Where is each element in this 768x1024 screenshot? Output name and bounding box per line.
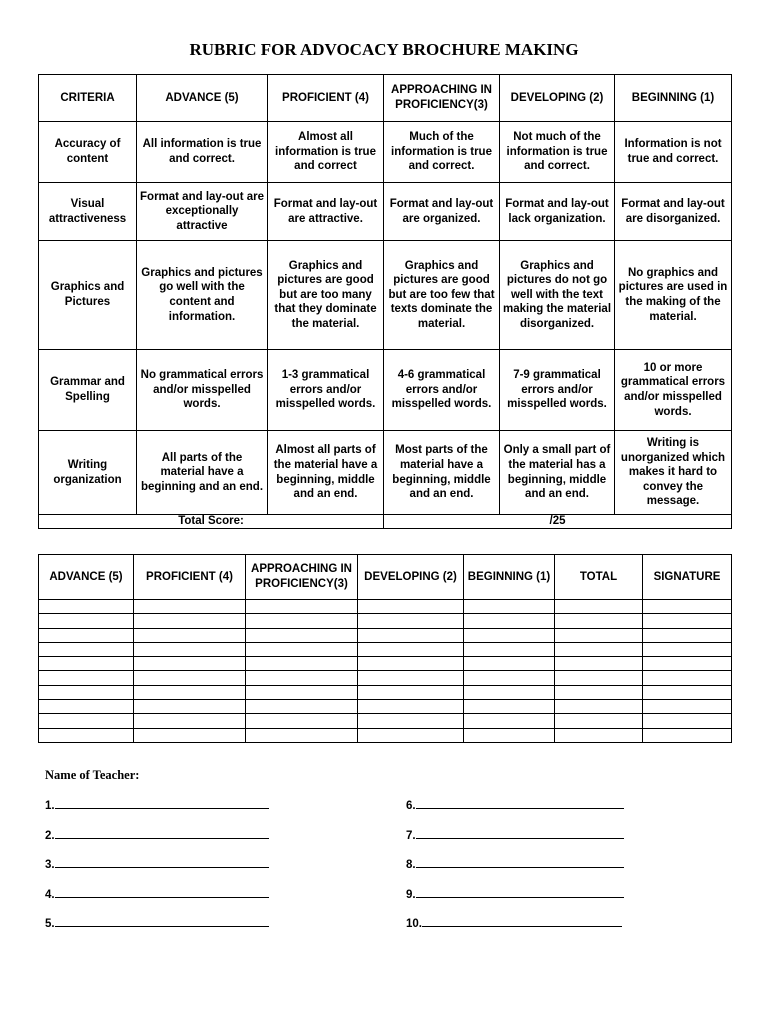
score-entry-cell[interactable] — [134, 600, 246, 614]
header-criteria: CRITERIA — [39, 75, 137, 122]
score-cell: Almost all information is true and correct — [268, 122, 384, 183]
score-entry-cell[interactable] — [39, 714, 134, 728]
signature-blank-line[interactable] — [55, 916, 269, 927]
score-cell: No graphics and pictures are used in the making of the material. — [615, 241, 732, 350]
score-cell: Almost all parts of the material have a beginning, middle and an end. — [268, 431, 384, 515]
score-entry-cell[interactable] — [39, 600, 134, 614]
teacher-name-line[interactable] — [45, 916, 269, 930]
score-entry-cell[interactable] — [246, 685, 358, 699]
sheet-header-advance: ADVANCE (5) — [39, 555, 134, 600]
teacher-name-line[interactable] — [406, 798, 624, 812]
score-entry-cell[interactable] — [134, 628, 246, 642]
criteria-cell: Writing organization — [39, 431, 137, 515]
teacher-line-number: 9. — [406, 888, 416, 901]
signature-blank-line[interactable] — [55, 798, 269, 809]
score-entry-cell[interactable] — [464, 642, 555, 656]
score-sheet-row — [39, 600, 732, 614]
rubric-row-writing — [39, 431, 732, 515]
score-entry-cell[interactable] — [555, 700, 643, 714]
score-entry-cell[interactable] — [358, 614, 464, 628]
score-entry-cell[interactable] — [555, 714, 643, 728]
score-entry-cell[interactable] — [464, 714, 555, 728]
score-entry-cell[interactable] — [246, 671, 358, 685]
score-entry-cell[interactable] — [39, 685, 134, 699]
score-entry-cell[interactable] — [464, 700, 555, 714]
score-entry-cell[interactable] — [134, 685, 246, 699]
teacher-name-line[interactable] — [406, 916, 622, 930]
score-entry-cell[interactable] — [643, 642, 732, 656]
score-entry-cell[interactable] — [246, 628, 358, 642]
score-entry-cell[interactable] — [464, 600, 555, 614]
score-cell: 4-6 grammatical errors and/or misspelled words. — [384, 350, 500, 431]
page-title: RUBRIC FOR ADVOCACY BROCHURE MAKING — [189, 40, 579, 59]
score-cell: Information is not true and correct. — [615, 122, 732, 183]
sheet-header-beginning: BEGINNING (1) — [464, 555, 555, 600]
sheet-header-developing: DEVELOPING (2) — [358, 555, 464, 600]
signature-blank-line[interactable] — [416, 828, 624, 839]
score-cell: Format and lay-out are exceptionally attractive — [137, 183, 268, 241]
teacher-line-number: 5. — [45, 918, 55, 930]
signature-blank-line[interactable] — [55, 887, 269, 898]
score-cell: No grammatical errors and/or misspelled words. — [137, 350, 268, 431]
score-entry-cell[interactable] — [464, 657, 555, 671]
score-cell: Graphics and pictures do not go well with the text making the material disorganized. — [500, 241, 615, 350]
score-entry-cell[interactable] — [555, 628, 643, 642]
score-cell: Format and lay-out lack organization. — [500, 183, 615, 241]
criteria-cell: Visual attractiveness — [39, 183, 137, 241]
score-sheet-row — [39, 685, 732, 699]
score-entry-cell[interactable] — [39, 642, 134, 656]
rubric-row-accuracy — [39, 122, 732, 183]
signature-blank-line[interactable] — [416, 887, 624, 898]
score-entry-cell[interactable] — [464, 628, 555, 642]
rubric-row-grammar — [39, 350, 732, 431]
score-entry-cell[interactable] — [358, 642, 464, 656]
score-entry-cell[interactable] — [643, 600, 732, 614]
score-cell: 1-3 grammatical errors and/or misspelled words. — [268, 350, 384, 431]
score-entry-cell[interactable] — [134, 657, 246, 671]
total-score-label: Total Score: — [39, 515, 384, 529]
score-sheet-header-row — [39, 555, 732, 600]
score-entry-cell[interactable] — [246, 614, 358, 628]
score-entry-cell[interactable] — [358, 700, 464, 714]
signature-blank-line[interactable] — [55, 828, 269, 839]
header-beginning: BEGINNING (1) — [615, 75, 732, 122]
score-sheet-row — [39, 642, 732, 656]
rubric-row-visual — [39, 183, 732, 241]
score-entry-cell[interactable] — [464, 671, 555, 685]
score-cell: Graphics and pictures go well with the content and information. — [137, 241, 268, 350]
score-entry-cell[interactable] — [134, 671, 246, 685]
score-sheet-row — [39, 728, 732, 742]
score-sheet-row — [39, 614, 732, 628]
score-sheet-row — [39, 671, 732, 685]
score-entry-cell[interactable] — [246, 657, 358, 671]
teacher-name-line[interactable] — [406, 828, 624, 842]
score-cell: Format and lay-out are attractive. — [268, 183, 384, 241]
score-entry-cell[interactable] — [39, 671, 134, 685]
score-entry-cell[interactable] — [555, 614, 643, 628]
score-entry-cell[interactable] — [39, 700, 134, 714]
score-entry-cell[interactable] — [134, 714, 246, 728]
signature-blank-line[interactable] — [416, 857, 624, 868]
score-entry-cell[interactable] — [358, 628, 464, 642]
teacher-line-number: 4. — [45, 888, 55, 901]
teacher-name-line[interactable] — [45, 798, 269, 812]
score-entry-cell[interactable] — [358, 685, 464, 699]
criteria-cell: Accuracy of content — [39, 122, 137, 183]
score-entry-cell[interactable] — [246, 600, 358, 614]
score-entry-cell[interactable] — [464, 728, 555, 742]
sheet-header-signature: SIGNATURE — [643, 555, 732, 600]
score-cell: Format and lay-out are organized. — [384, 183, 500, 241]
score-entry-cell[interactable] — [555, 657, 643, 671]
score-entry-cell[interactable] — [358, 671, 464, 685]
teacher-line-number: 6. — [406, 800, 416, 812]
score-entry-cell[interactable] — [555, 600, 643, 614]
rubric-table — [38, 74, 732, 529]
score-entry-cell[interactable] — [246, 714, 358, 728]
score-entry-cell[interactable] — [39, 614, 134, 628]
score-sheet-row — [39, 714, 732, 728]
teacher-name-line[interactable] — [406, 857, 624, 871]
score-cell: Much of the information is true and correct. — [384, 122, 500, 183]
header-advance: ADVANCE (5) — [137, 75, 268, 122]
score-sheet-table — [38, 554, 732, 743]
criteria-cell: Grammar and Spelling — [39, 350, 137, 431]
score-entry-cell[interactable] — [643, 657, 732, 671]
score-sheet-row — [39, 657, 732, 671]
sheet-header-total: TOTAL — [555, 555, 643, 600]
score-entry-cell[interactable] — [555, 685, 643, 699]
teacher-name-line[interactable] — [45, 887, 269, 901]
score-entry-cell[interactable] — [643, 685, 732, 699]
score-entry-cell[interactable] — [643, 614, 732, 628]
score-entry-cell[interactable] — [555, 642, 643, 656]
score-cell: Format and lay-out are disorganized. — [615, 183, 732, 241]
teacher-line-number: 3. — [45, 859, 55, 871]
teacher-line-number: 10. — [406, 918, 422, 930]
score-entry-cell[interactable] — [643, 714, 732, 728]
sheet-header-proficient: PROFICIENT (4) — [134, 555, 246, 600]
score-entry-cell[interactable] — [643, 628, 732, 642]
score-cell: All parts of the material have a beginning and an end. — [137, 431, 268, 515]
teacher-line-number: 8. — [406, 859, 416, 871]
score-entry-cell[interactable] — [464, 685, 555, 699]
score-entry-cell[interactable] — [358, 657, 464, 671]
score-entry-cell[interactable] — [134, 642, 246, 656]
header-proficient: PROFICIENT (4) — [268, 75, 384, 122]
header-approaching: APPROACHING IN PROFICIENCY(3) — [384, 75, 500, 122]
score-cell: Only a small part of the material has a beginning, middle and an end. — [500, 431, 615, 515]
signature-blank-line[interactable] — [416, 798, 624, 809]
score-entry-cell[interactable] — [39, 628, 134, 642]
teacher-line-number: 1. — [45, 800, 55, 812]
teacher-list-label: Name of Teacher: — [45, 768, 140, 782]
score-entry-cell[interactable] — [134, 700, 246, 714]
signature-blank-line[interactable] — [55, 857, 269, 868]
score-cell: All information is true and correct. — [137, 122, 268, 183]
total-score-max: /25 — [384, 515, 732, 529]
signature-blank-line[interactable] — [422, 916, 622, 927]
score-entry-cell[interactable] — [643, 700, 732, 714]
score-sheet-row — [39, 700, 732, 714]
score-entry-cell[interactable] — [39, 657, 134, 671]
score-cell: Graphics and pictures are good but are too few that texts dominate the material. — [384, 241, 500, 350]
header-developing: DEVELOPING (2) — [500, 75, 615, 122]
teacher-line-number: 2. — [45, 829, 55, 842]
sheet-header-approaching: APPROACHING IN PROFICIENCY(3) — [246, 555, 358, 600]
criteria-cell: Graphics and Pictures — [39, 241, 137, 350]
total-score-row — [39, 515, 732, 529]
score-entry-cell[interactable] — [134, 728, 246, 742]
score-entry-cell[interactable] — [358, 600, 464, 614]
score-entry-cell[interactable] — [39, 728, 134, 742]
score-cell: Most parts of the material have a beginning, middle and an end. — [384, 431, 500, 515]
teacher-name-line[interactable] — [45, 828, 269, 842]
score-sheet-row — [39, 628, 732, 642]
score-cell: Writing is unorganized which makes it hard to convey the message. — [615, 431, 732, 515]
rubric-row-graphics — [39, 241, 732, 350]
score-entry-cell[interactable] — [464, 614, 555, 628]
score-cell: 10 or more grammatical errors and/or misspelled words. — [615, 350, 732, 431]
rubric-header-row — [39, 75, 732, 122]
score-sheet-body — [39, 600, 732, 743]
score-entry-cell[interactable] — [134, 614, 246, 628]
score-cell: Not much of the information is true and correct. — [500, 122, 615, 183]
teacher-name-line[interactable] — [406, 887, 624, 901]
score-entry-cell[interactable] — [246, 728, 358, 742]
score-entry-cell[interactable] — [555, 728, 643, 742]
score-entry-cell[interactable] — [555, 671, 643, 685]
teacher-line-number: 7. — [406, 829, 416, 842]
score-cell: 7-9 grammatical errors and/or misspelled words. — [500, 350, 615, 431]
score-entry-cell[interactable] — [358, 714, 464, 728]
teacher-name-line[interactable] — [45, 857, 269, 871]
score-entry-cell[interactable] — [358, 728, 464, 742]
score-entry-cell[interactable] — [643, 728, 732, 742]
score-entry-cell[interactable] — [246, 700, 358, 714]
score-cell: Graphics and pictures are good but are too many that they dominate the material. — [268, 241, 384, 350]
score-entry-cell[interactable] — [643, 671, 732, 685]
score-entry-cell[interactable] — [246, 642, 358, 656]
